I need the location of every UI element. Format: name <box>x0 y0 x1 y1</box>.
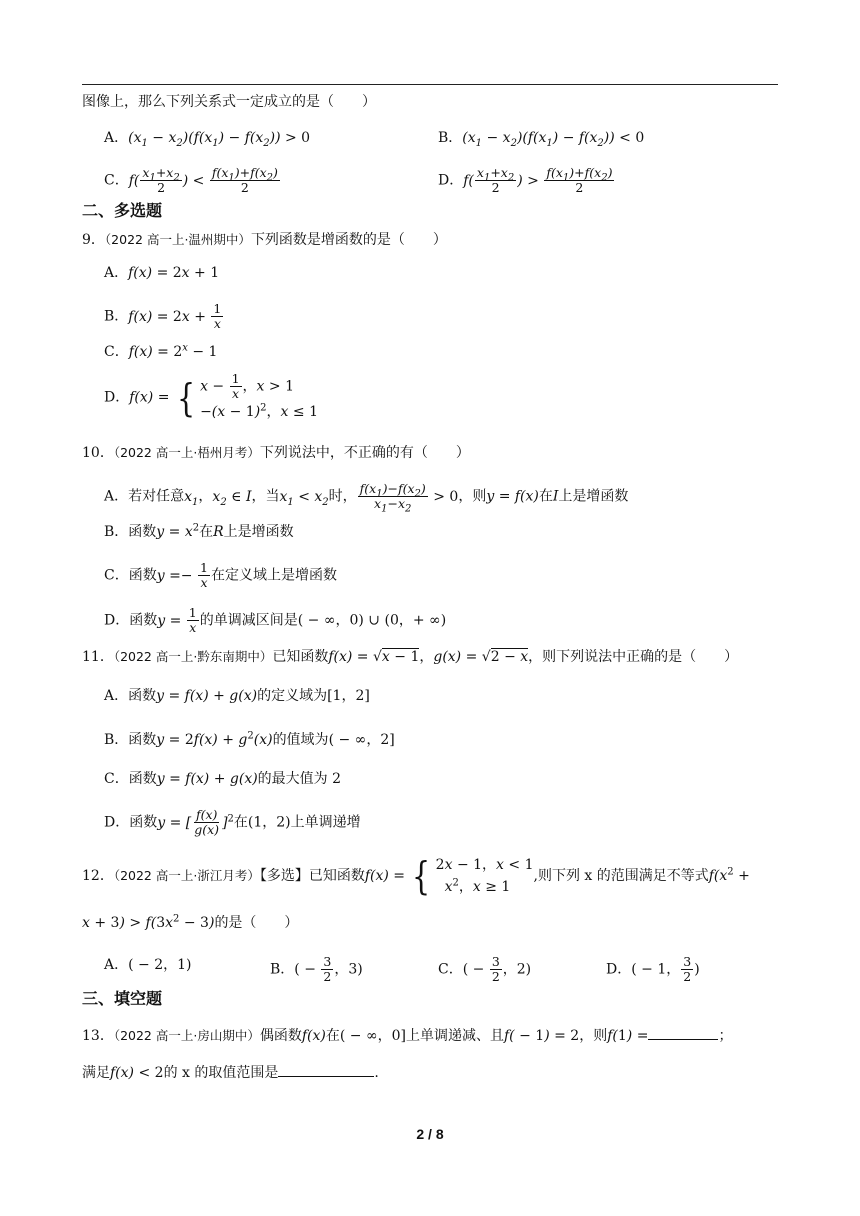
q11-option-b: B．函数$y = 2f(x) + g^2(x)$的值域为( − ∞，2] <box>104 730 395 748</box>
section-multi-choice-heading: 二、多选题 <box>82 201 163 220</box>
q10-option-c: C．函数y =− $\frac{1}{x}$ 在定义域上是增函数 <box>104 560 337 590</box>
answer-blank-2[interactable] <box>278 1062 374 1077</box>
q12-option-d: D．( − 1， $\frac{3}{2}$ ) <box>606 954 700 984</box>
header-rule <box>82 84 778 85</box>
q12-option-a: A．( − 2，1) <box>104 957 192 973</box>
section-fill-blank-heading: 三、填空题 <box>82 989 163 1008</box>
q12-option-b: B．( − $\frac{3}{2}$ ，3) <box>270 954 363 984</box>
q10-option-a: A．若对任意$x_1$，$x_2$ ∈ I，当$x_1 < x_2$时， $\frac{f(x_1)-f(x_2)}{x_1-x_2}$ > 0，则y = f(x)在I上是增函数 <box>104 481 629 515</box>
answer-blank-1[interactable] <box>648 1025 718 1040</box>
question-9-stem: 9．（2022 高一上·温州期中）下列函数是增函数的是（ ） <box>82 232 447 248</box>
q9-option-c: C．$f(x) = 2^x - 1$ <box>104 342 218 360</box>
q11-option-a: A．函数y = f(x) + g(x)的定义域为[1，2] <box>104 688 370 704</box>
q11-option-c: C．函数y = f(x) + g(x)的最大值为 2 <box>104 771 342 787</box>
q11-option-d: D．函数y = [ $\frac{f(x)}{g(x)}$ ]$^2$在(1，2)上单调递增 <box>104 807 361 837</box>
q8-option-a: A．$(x_1 - x_2)(f(x_1) - f(x_2)) > 0$ <box>104 130 311 149</box>
question-10-stem: 10．（2022 高一上·梧州月考）下列说法中，不正确的有（ ） <box>82 445 470 461</box>
q8-option-b: B．$(x_1 - x_2)(f(x_1) - f(x_2)) < 0$ <box>438 130 645 149</box>
q9-option-d: D．f(x) = { x − $\frac{1}{x}$ ，x > 1 $-(x - 1)^2$，x ≤ 1 <box>104 371 318 420</box>
q10-option-b: B．函数$y = x^2$在R上是增函数 <box>104 522 294 540</box>
page-number: 2 / 8 <box>416 1126 444 1142</box>
question-12-stem: 12．（2022 高一上·浙江月考）【多选】已知函数f(x) = { 2x − 1，x < 1 $x^2$，x ≥ 1 ,则下列 x 的范围满足不等式$f(x^2$ + <box>82 854 750 898</box>
q8-option-d: D．f( $\frac{x_1+x_2}{2}$ ) > $\frac{f(x_1)+f(x_2)}{2}$ <box>438 165 613 195</box>
q8-option-c: C．f( $\frac{x_1+x_2}{2}$ ) < $\frac{f(x_1)+f(x_2)}{2}$ <box>104 165 278 195</box>
q9-option-a: A．f(x) = 2x + 1 <box>104 265 220 281</box>
question-12-stem-cont: $x + 3) > f(3x^2 - 3)$的是（ ） <box>82 913 299 931</box>
question-13-stem: 13．（2022 高一上·房山期中）偶函数f(x)在( − ∞，0]上单调递减、且f( − 1) = 2，则f(1) = ； <box>82 1025 732 1046</box>
q9-option-b: B．f(x) = 2x + $\frac{1}{x}$ <box>104 301 222 331</box>
q12-option-c: C．( − $\frac{3}{2}$ ，2) <box>438 954 532 984</box>
q10-option-d: D．函数y = $\frac{1}{x}$ 的单调减区间是( − ∞，0) ∪ (0，+ ∞) <box>104 605 447 635</box>
question-13-stem-cont: 满足f(x) < 2的 x 的取值范围是 . <box>82 1062 379 1083</box>
question-8-stem: 图像上，那么下列关系式一定成立的是（ ） <box>82 94 376 110</box>
question-11-stem: 11．（2022 高一上·黔东南期中）已知函数f(x) = √x − 1，g(x) = √2 − x，则下列说法中正确的是（ ） <box>82 649 739 665</box>
